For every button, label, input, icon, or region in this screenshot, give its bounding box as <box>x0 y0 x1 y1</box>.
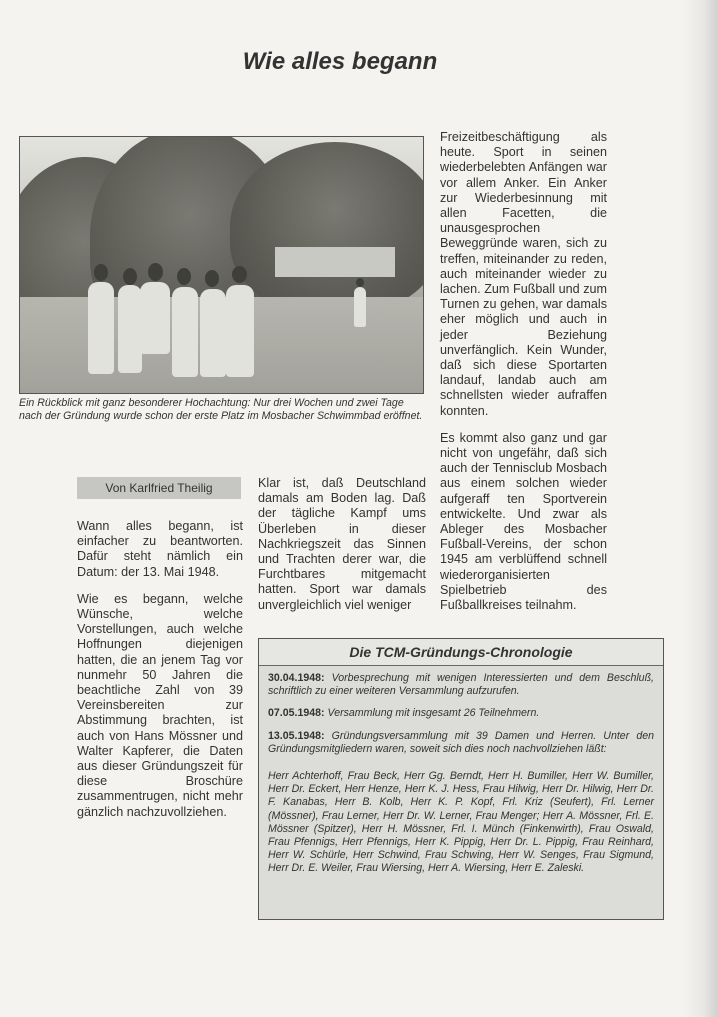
paragraph: Wann alles begann, ist einfacher zu beantworten. Dafür steht nämlich ein Datum: der 13. Mai 1948. <box>77 519 243 579</box>
entry-date: 30.04.1948: <box>268 672 325 684</box>
entry-date: 07.05.1948: <box>268 707 325 720</box>
member-list: Herr Achterhoff, Frau Beck, Herr Gg. Berndt, Herr H. Bumiller, Herr W. Bumiller, Herr Dr. Eckert, Herr Henze, Herr K. J. Hess, Frau Hilwig, Herr Dr. Hilwig, Herr Dr. F. Kanabas, Herr B. Kolb, Herr K. P. Kopf, Frl. Kriz (Seufert), Frl. Lerner (Mössner), Frau Lerner, Herr Dr. W. Lerner, Frau Menger; Herr A. Mössner, Frl. E. Mössner (Spitzer), Herr H. Mössner, Frl. I. Münch (Finkenwirth), Frau Oswald, Frau Pfennigs, Herr Pfennigs, Herr K. Pippig, Herr Dr. L. Pippig, Frau Reinhard, Herr W. Schürle, Herr Schwind, Frau Schwing, Herr W. Senges, Frau Sigmund, Herr Dr. E. Weiler, Frau Wiersing, Herr A. Wiersing, Herr E. Zaleski. <box>268 770 654 875</box>
chronology-entry <box>268 707 654 720</box>
paragraph: Es kommt also ganz und gar nicht von ungefähr, daß sich auch der Tennisclub Mosbach aus einem solchen wieder aufgeraff ten Sportverein entwickelte. Und zwar als Ableger des Mosbacher Fußball-Vereins, der schon 1945 am verblüffend schnell wiederorganisierten Spielbetrieb des Fußballkreises teilnahm. <box>440 430 607 613</box>
chronology-entry <box>268 730 654 756</box>
historic-photo <box>19 136 424 394</box>
chronology-title: Die TCM-Gründungs-Chronologie <box>259 639 663 666</box>
author-box: Von Karlfried Theilig <box>77 477 241 499</box>
paragraph: Freizeitbeschäftigung als heute. Sport in seinen wiederbelebten Anfängen war vor allem Anker. Ein Anker zur Wiederbesinnung mit allen Facetten, die unausgesprochen Beweggründe waren, sich zu treffen, miteinander zu reden, auch miteinander wieder zu lachen. Zum Fußball und zum Turnen zu gehen, war damals eher möglich und auch in jeder Beziehung unverfänglich. Kein Wunder, daß sich diese Sportarten landauf, landab auch am schnellsten wieder aufraffen konnten. <box>440 130 607 418</box>
page-title: Wie alles begann <box>242 48 438 75</box>
page-edge-shadow <box>682 0 718 1017</box>
paragraph: Wie es begann, welche Wünsche, welche Vorstellungen, auch welche Hoffnungen diejenigen hatten, die an jenem Tag vor nunmehr 50 Jahren die beachtliche Zahl von 39 Vereinsbereiten zur Abstimmung brachten, ist auch von Hans Mössner und Walter Kapferer, die Daten aus dieser Gründungszeit für diese Broschüre zusammentrugen, nicht mehr gänzlich nachzuvollziehen. <box>77 591 243 819</box>
photo-caption: Ein Rückblick mit ganz besonderer Hochachtung: Nur drei Wochen und zwei Tage nach der Gründung wurde schon der erste Platz im Mosbacher Schwimmbad eröffnet. <box>19 397 423 422</box>
article-column-1 <box>77 519 243 832</box>
article-column-3 <box>440 130 607 625</box>
entry-text: Vorbesprechung mit wenigen Interessierten und dem Beschluß, schriftlich zu einer weiteren Versammlung aufzurufen. <box>268 672 654 698</box>
chronology-box <box>258 638 664 920</box>
paragraph: Klar ist, daß Deutschland damals am Boden lag. Daß der tägliche Kampf ums Überleben in dieser Nachkriegszeit das Sinnen und Trachten derer war, die Furchtbares mitgemacht hatten. Sport war damals unvergleichlich viel weniger <box>258 476 426 612</box>
entry-text: Versammlung mit insgesamt 26 Teilnehmern. <box>327 707 540 720</box>
article-column-2 <box>258 476 426 625</box>
entry-date: 13.05.1948: <box>268 729 325 742</box>
chronology-entry <box>268 672 654 698</box>
entry-text: Gründungsversammlung mit 39 Damen und Herren. Unter den Gründungsmitgliedern waren, soweit sich dies noch nachvollziehen läßt: <box>268 729 654 755</box>
